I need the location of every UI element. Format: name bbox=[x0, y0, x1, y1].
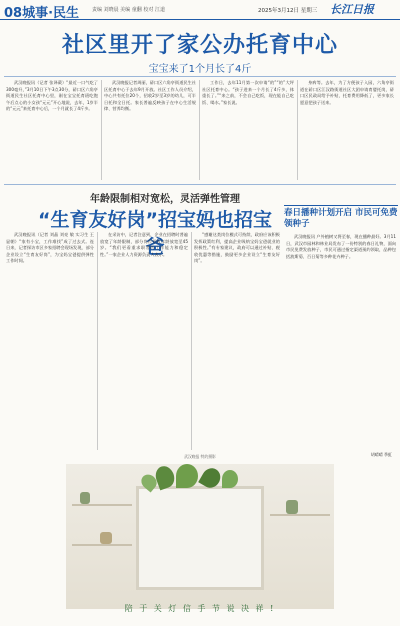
issue-date: 2025年3月12日 星期三 bbox=[258, 8, 318, 14]
plant-pot bbox=[100, 532, 112, 544]
plant-pot bbox=[80, 492, 90, 504]
photo-shelf bbox=[72, 544, 132, 546]
column-divider bbox=[97, 232, 98, 450]
feature-column-1: 武汉晚报讯（记者 刘晶 刘亮 敏 实习生 王显朝）“家有小宝，工作难找”成了过去式。连日来，记者探访市区多家招聘会现场发现，部分企业设立“生育友好岗”，为宝妈宝爸提供弹性工作时间。 bbox=[6, 232, 94, 263]
feature-column-3: “感谢这类岗位模式可持续，政府应该积极发挥政策红利，提高企业吸纳宝妈宝爸就业的积极性。”有专家建议，政府可以通过补贴、税收优惠等措施，鼓励更多企业设立“生育友好岗”。 bbox=[194, 232, 280, 263]
column-divider bbox=[101, 80, 102, 180]
photo-credit: 武汉晚报 特约摄影 bbox=[184, 454, 216, 459]
divider bbox=[4, 76, 396, 77]
editor-credits: 责编 刘晓晨 美编 童翻 校对 江道 bbox=[92, 7, 165, 13]
photo-shelf bbox=[72, 504, 132, 506]
article1-column-2: 武汉晚报记者周丽，硚口区六角亭街道民生社区托育中心于去年9月开放。社区工作人员介绍，中心共有托位20个，招收2岁至3岁的幼儿，可半日托和全日托。家长普遍反映孩子在中心生活规律、营养均衡。 bbox=[104, 80, 196, 111]
plant-leaf bbox=[176, 464, 198, 488]
article1-column-3: 工作日，去年11月第一次申请“的”“的”大坪社区托育中心。“孩子进来一个月长了4斤多，体重长了。”“来之前，不会自己吃饭，现在能自己吃饭、喝水。”家长说。 bbox=[202, 80, 294, 105]
plant-leaf bbox=[222, 470, 238, 488]
news-photo bbox=[66, 464, 334, 609]
feature-kicker: 年龄限制相对宽松，灵活弹性管理 bbox=[90, 194, 240, 205]
plant-pot bbox=[286, 500, 298, 514]
column-divider bbox=[199, 80, 200, 180]
article1-column-1: 武汉晚报讯（记者 张译葳）“最近一口气吃了300毫升，”3月10日下午3点30分，硚口区六角亭街道民生社区托育中心里，刚在宝宝托育班吃饱午后点心的小女孩“元元”开心地说，去年，1岁半的“元元”来托育中心后，一个月就长了4斤多。 bbox=[6, 80, 98, 111]
newspaper-logo: 长江日报 bbox=[330, 3, 374, 16]
feature-headline: “生育友好岗”招宝妈也招宝爸 bbox=[38, 209, 272, 258]
feature-column-2: 在采访中，记者注意到，企业在招聘时普遍放宽了年龄限制，部分岗位招收年龄放宽至45岁。“我们更看重求职者的工作能力和稳定性。”一家企业人力资源负责人表示。 bbox=[100, 232, 188, 257]
sub-headline: 宝宝来了1个月长了4斤 bbox=[148, 64, 252, 75]
photo-caption: 陪 于 关 灯 信 手 节 说 决 祥 ! bbox=[124, 604, 276, 613]
page-header bbox=[0, 0, 400, 20]
sidebar-body: 武汉晚报讯 户外植树又将至春，现在播种最好。3月11日，武汉市园林和林业局发布了一份特别的春日礼物，面向市民免费发放种子，市民可通过指定渠道预约领取，品种包括波斯菊、百日菊等多种花卉种子。 bbox=[286, 234, 396, 259]
divider bbox=[4, 184, 396, 185]
sidebar-headline: 春日播种计划开启 市民可免费领种子 bbox=[284, 208, 398, 229]
main-headline: 社区里开了家公办托育中心 bbox=[61, 33, 338, 58]
section-label: 08城事·民生 bbox=[4, 6, 80, 21]
column-divider bbox=[297, 80, 298, 180]
photo-shelf bbox=[270, 514, 330, 516]
sidebar-author: 胡晴晴 季虹 bbox=[370, 452, 392, 457]
article1-column-4: 身病等。去年，为了方便孩子入园，六角亭街道在硚口区江汉路街道社区大团申请育婴托岗，硚口区民政局给予补贴，托育费用降低了，更多家长愿意把孩子送来。 bbox=[300, 80, 394, 105]
photo-board bbox=[136, 486, 264, 590]
column-divider bbox=[191, 232, 192, 450]
